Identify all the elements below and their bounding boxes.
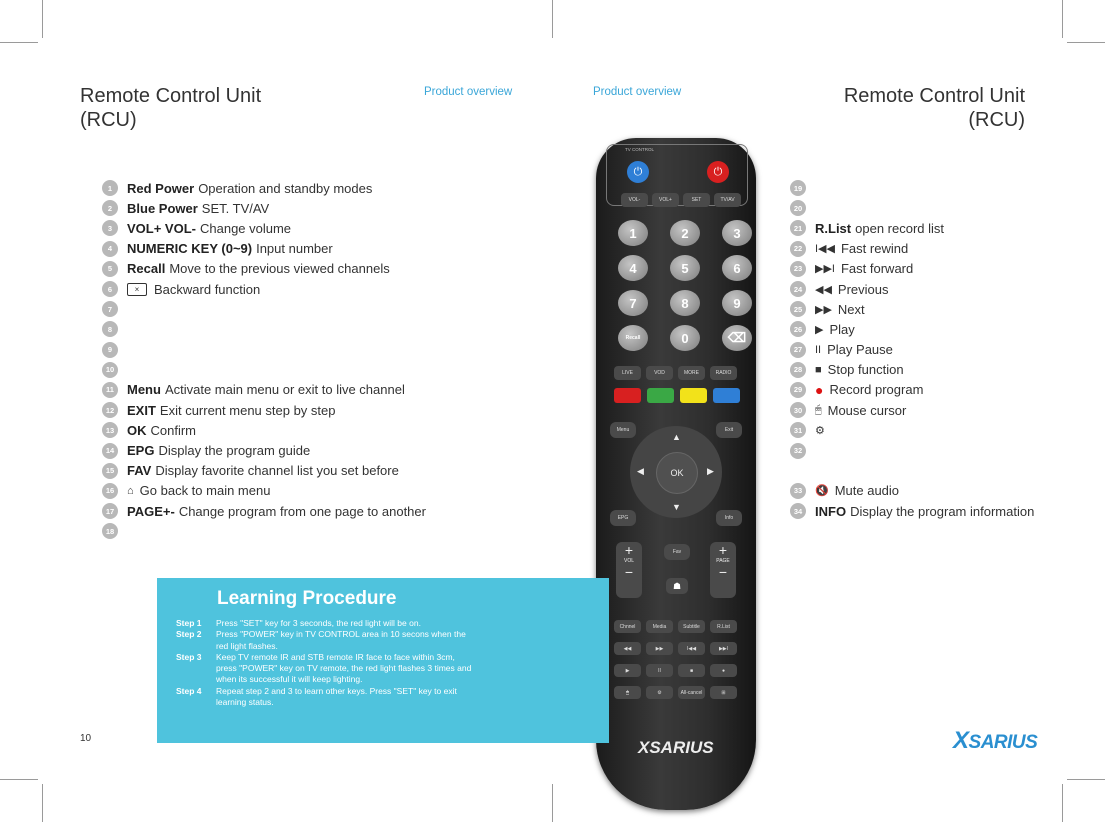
item-number: 16 xyxy=(102,483,118,499)
page-label: PAGE xyxy=(716,558,730,564)
remote-key: ⊞ xyxy=(710,686,737,699)
arrow-up-icon: ▲ xyxy=(672,432,681,442)
list-item xyxy=(790,440,1034,460)
title-line: Remote Control Unit xyxy=(843,85,1025,107)
item-number: 5 xyxy=(102,261,118,277)
remote-key: Chnnel xyxy=(614,620,641,633)
key-name: Menu xyxy=(127,382,161,398)
list-item xyxy=(102,198,426,218)
list-item xyxy=(102,420,426,440)
learning-procedure-box xyxy=(157,578,609,743)
list-item xyxy=(102,178,426,198)
color-keys xyxy=(614,388,740,403)
numeric-key: 0 xyxy=(670,325,700,351)
item-number: 31 xyxy=(790,422,806,438)
list-item xyxy=(790,279,1034,299)
step-label: Step 2 xyxy=(176,629,202,640)
key-name: EPG xyxy=(127,443,155,459)
item-number: 7 xyxy=(102,301,118,317)
learning-steps xyxy=(176,618,476,708)
key-icon: 🔇 xyxy=(815,485,829,498)
list-item xyxy=(102,440,426,460)
key-description: Move to the previous viewed channels xyxy=(169,261,390,277)
item-number: 25 xyxy=(790,301,806,317)
page-rocker: + PAGE − xyxy=(710,542,736,598)
red-key xyxy=(614,388,641,403)
list-item xyxy=(102,400,426,420)
key-name: Red Power xyxy=(127,180,195,196)
item-number: 3 xyxy=(102,220,118,236)
item-number: 12 xyxy=(102,402,118,418)
learning-step xyxy=(176,629,476,652)
tv-control-label: TV CONTROL xyxy=(625,147,655,152)
key-icon: ▶ xyxy=(815,323,824,336)
red-power-icon: ⏻ xyxy=(707,161,729,183)
key-description: SET. TV/AV xyxy=(201,200,270,216)
list-item xyxy=(790,400,1034,420)
list-item xyxy=(102,501,426,521)
key-description: Activate main menu or exit to live channel xyxy=(164,382,405,398)
blue-power-icon: ⏻ xyxy=(627,161,649,183)
title-line: Remote Control Unit xyxy=(80,85,262,107)
remote-row-a xyxy=(614,620,737,633)
key-icon: ● xyxy=(815,381,824,398)
list-item xyxy=(102,259,426,279)
list-item xyxy=(790,481,1034,501)
crop-mark xyxy=(552,784,553,822)
list-item xyxy=(102,380,426,400)
remote-key: 🖱 xyxy=(614,686,641,699)
key-name: INFO xyxy=(815,503,847,519)
item-number: 18 xyxy=(102,523,118,539)
yellow-key xyxy=(680,388,707,403)
key-description: Operation and standby modes xyxy=(198,180,373,196)
list-item xyxy=(102,218,426,238)
list-item xyxy=(790,239,1034,259)
brand-logo-x: X xyxy=(953,727,969,754)
key-icon: ◀◀ xyxy=(815,283,832,296)
page-title-left xyxy=(80,84,261,132)
remote-key: VOL- xyxy=(621,193,648,207)
key-description: Stop function xyxy=(827,362,904,378)
remote-key: ■ xyxy=(678,664,705,677)
item-number: 4 xyxy=(102,241,118,257)
exit-key: Exit xyxy=(716,422,742,438)
numeric-key: ⌫ xyxy=(722,325,752,351)
item-number: 19 xyxy=(790,180,806,196)
key-description: Display favorite channel list you set before xyxy=(155,463,399,479)
key-description: Backward function xyxy=(154,281,261,297)
key-icon: ▶▶ xyxy=(815,303,832,316)
key-icon: ■ xyxy=(815,363,822,376)
list-item xyxy=(102,340,426,360)
key-description: Mute audio xyxy=(834,483,900,499)
item-number: 15 xyxy=(102,463,118,479)
remote-key: II xyxy=(646,664,673,677)
remote-key: VOL+ xyxy=(652,193,679,207)
item-number: 20 xyxy=(790,200,806,216)
key-description: Fast forward xyxy=(840,261,914,277)
remote-key: ▶ xyxy=(614,664,641,677)
tv-buttons xyxy=(621,193,741,207)
function-row xyxy=(614,366,737,380)
item-number: 33 xyxy=(790,483,806,499)
item-number: 34 xyxy=(790,503,806,519)
list-item xyxy=(790,380,1034,400)
remote-key: ⚙ xyxy=(646,686,673,699)
remote-key: All-cancel xyxy=(678,686,705,699)
list-item xyxy=(790,259,1034,279)
list-item xyxy=(102,239,426,259)
fav-key: Fav xyxy=(664,544,690,560)
section-label-right: Product overview xyxy=(593,86,682,98)
key-name: FAV xyxy=(127,463,152,479)
epg-key: EPG xyxy=(610,510,636,526)
remote-key: I◀◀ xyxy=(678,642,705,655)
list-item xyxy=(790,299,1034,319)
key-name: PAGE+- xyxy=(127,503,175,519)
key-description: Previous xyxy=(837,281,889,297)
list-item xyxy=(790,340,1034,360)
key-icon: I◀◀ xyxy=(815,243,835,256)
key-icon: ⌂ xyxy=(127,484,134,497)
remote-key: ◀◀ xyxy=(614,642,641,655)
title-line: (RCU) xyxy=(80,109,137,131)
list-item xyxy=(102,279,426,299)
numeric-key: 7 xyxy=(618,290,648,316)
list-item xyxy=(790,420,1034,440)
remote-key: RADIO xyxy=(710,366,737,380)
remote-key: SET xyxy=(683,193,710,207)
key-description: Change program from one page to another xyxy=(178,503,426,519)
crop-mark xyxy=(1067,42,1105,43)
list-item xyxy=(790,198,1034,218)
step-text: Keep TV remote IR and STB remote IR face to face within 3cm, press "POWER" key on TV remote, the red light flashes 3 times and when its successful it will keep lighting. xyxy=(216,651,472,685)
item-number: 2 xyxy=(102,200,118,216)
list-item xyxy=(790,178,1034,198)
numeric-key: 6 xyxy=(722,255,752,281)
item-number: 32 xyxy=(790,443,806,459)
crop-mark xyxy=(552,0,553,38)
learning-step xyxy=(176,686,476,709)
step-text: Repeat step 2 and 3 to learn other keys. Press "SET" key to exit learning status. xyxy=(216,685,457,708)
blue-key xyxy=(713,388,740,403)
item-number: 13 xyxy=(102,422,118,438)
brand-logo-text: SARIUS xyxy=(968,732,1038,753)
key-name: NUMERIC KEY (0~9) xyxy=(127,241,253,257)
crop-mark xyxy=(42,0,43,38)
crop-mark xyxy=(0,42,38,43)
list-item xyxy=(790,360,1034,380)
key-icon: ⚙ xyxy=(815,424,825,437)
item-number: 29 xyxy=(790,382,806,398)
arrow-right-icon: ▶ xyxy=(707,466,714,476)
key-description: Display the program information xyxy=(850,503,1035,519)
remote-key: ▶▶ xyxy=(646,642,673,655)
item-number: 30 xyxy=(790,402,806,418)
page-number: 10 xyxy=(80,733,92,744)
list-item xyxy=(102,481,426,501)
backspace-icon: × xyxy=(127,283,147,296)
numeric-key: Recall xyxy=(618,325,648,351)
crop-mark xyxy=(1062,784,1063,822)
step-text: Press "SET" key for 3 seconds, the red light will be on. xyxy=(216,618,421,628)
numeric-key: 1 xyxy=(618,220,648,246)
list-item xyxy=(102,319,426,339)
key-name: VOL+ VOL- xyxy=(127,220,196,236)
key-description: Record program xyxy=(829,382,924,398)
crop-mark xyxy=(42,784,43,822)
remote-illustration xyxy=(596,138,756,810)
list-item xyxy=(102,360,426,380)
key-description: Confirm xyxy=(150,422,197,438)
numeric-key: 5 xyxy=(670,255,700,281)
remote-key: Media xyxy=(646,620,673,633)
dpad xyxy=(630,426,722,518)
crop-mark xyxy=(1062,0,1063,38)
item-number: 11 xyxy=(102,382,118,398)
item-number: 6 xyxy=(102,281,118,297)
remote-row-d xyxy=(614,686,737,699)
key-description: Go back to main menu xyxy=(139,483,271,499)
remote-row-c xyxy=(614,664,737,677)
remote-key: LIVE xyxy=(614,366,641,380)
list-item xyxy=(790,218,1034,238)
remote-key: ● xyxy=(710,664,737,677)
item-number: 23 xyxy=(790,261,806,277)
home-icon: ☗ xyxy=(666,578,688,594)
green-key xyxy=(647,388,674,403)
list-item xyxy=(790,319,1034,339)
remote-key: MORE xyxy=(678,366,705,380)
numeric-key: 4 xyxy=(618,255,648,281)
key-name: OK xyxy=(127,422,147,438)
learning-title: Learning Procedure xyxy=(217,588,397,609)
key-icon: ▶▶I xyxy=(815,263,835,276)
learning-step xyxy=(176,618,476,629)
step-label: Step 1 xyxy=(176,618,202,628)
numeric-keypad xyxy=(618,220,752,351)
item-number: 21 xyxy=(790,220,806,236)
key-description: Input number xyxy=(256,241,333,257)
key-description: Display the program guide xyxy=(158,443,311,459)
arrow-down-icon: ▼ xyxy=(672,502,681,512)
key-description: Play Pause xyxy=(827,342,893,358)
ok-key: OK xyxy=(656,452,698,494)
remote-row-b xyxy=(614,642,737,655)
item-number: 26 xyxy=(790,321,806,337)
item-number: 24 xyxy=(790,281,806,297)
key-icon: 🖱 xyxy=(815,403,822,416)
key-description: open record list xyxy=(855,220,945,236)
key-description: Play xyxy=(829,321,855,337)
item-number: 1 xyxy=(102,180,118,196)
item-number: 8 xyxy=(102,321,118,337)
vol-rocker: + VOL − xyxy=(616,542,642,598)
list-item xyxy=(790,461,1034,481)
crop-mark xyxy=(0,779,38,780)
key-description: Exit current menu step by step xyxy=(159,402,336,418)
key-name: Blue Power xyxy=(127,200,198,216)
key-icon: II xyxy=(815,343,822,356)
numeric-key: 2 xyxy=(670,220,700,246)
menu-key: Menu xyxy=(610,422,636,438)
item-number: 14 xyxy=(102,443,118,459)
key-description: Fast rewind xyxy=(840,241,909,257)
info-key: Info xyxy=(716,510,742,526)
key-list-left xyxy=(102,178,426,541)
remote-key: ▶▶I xyxy=(710,642,737,655)
item-number: 22 xyxy=(790,241,806,257)
numeric-key: 8 xyxy=(670,290,700,316)
remote-key: TV/AV xyxy=(714,193,741,207)
item-number: 9 xyxy=(102,342,118,358)
numeric-key: 3 xyxy=(722,220,752,246)
title-line: (RCU) xyxy=(968,109,1025,131)
step-label: Step 4 xyxy=(176,685,202,696)
tv-control-area xyxy=(606,144,748,206)
key-name: EXIT xyxy=(127,402,156,418)
item-number: 28 xyxy=(790,362,806,378)
brand-logo xyxy=(953,727,1037,755)
key-list-right xyxy=(790,178,1034,521)
remote-key: VOD xyxy=(646,366,673,380)
item-number: 17 xyxy=(102,503,118,519)
list-item xyxy=(790,501,1034,521)
arrow-left-icon: ◀ xyxy=(637,466,644,476)
key-name: R.List xyxy=(815,220,852,236)
crop-mark xyxy=(1067,779,1105,780)
key-name: Recall xyxy=(127,261,166,277)
step-label: Step 3 xyxy=(176,651,202,662)
remote-brand-logo: XSARIUS xyxy=(638,738,714,757)
key-description: Next xyxy=(837,301,865,317)
numeric-key: 9 xyxy=(722,290,752,316)
section-label-left: Product overview xyxy=(424,86,513,98)
learning-step xyxy=(176,652,476,686)
list-item xyxy=(102,461,426,481)
item-number: 10 xyxy=(102,362,118,378)
list-item xyxy=(102,299,426,319)
key-description: Mouse cursor xyxy=(827,402,907,418)
item-number: 27 xyxy=(790,342,806,358)
key-description: Change volume xyxy=(199,220,292,236)
list-item xyxy=(102,521,426,541)
step-text: Press "POWER" key in TV CONTROL area in 10 secons when the red light flashes. xyxy=(216,629,466,651)
remote-key: Subtitle xyxy=(678,620,705,633)
page-title-right xyxy=(844,84,1025,132)
remote-key: R.List xyxy=(710,620,737,633)
vol-label: VOL xyxy=(623,558,634,564)
